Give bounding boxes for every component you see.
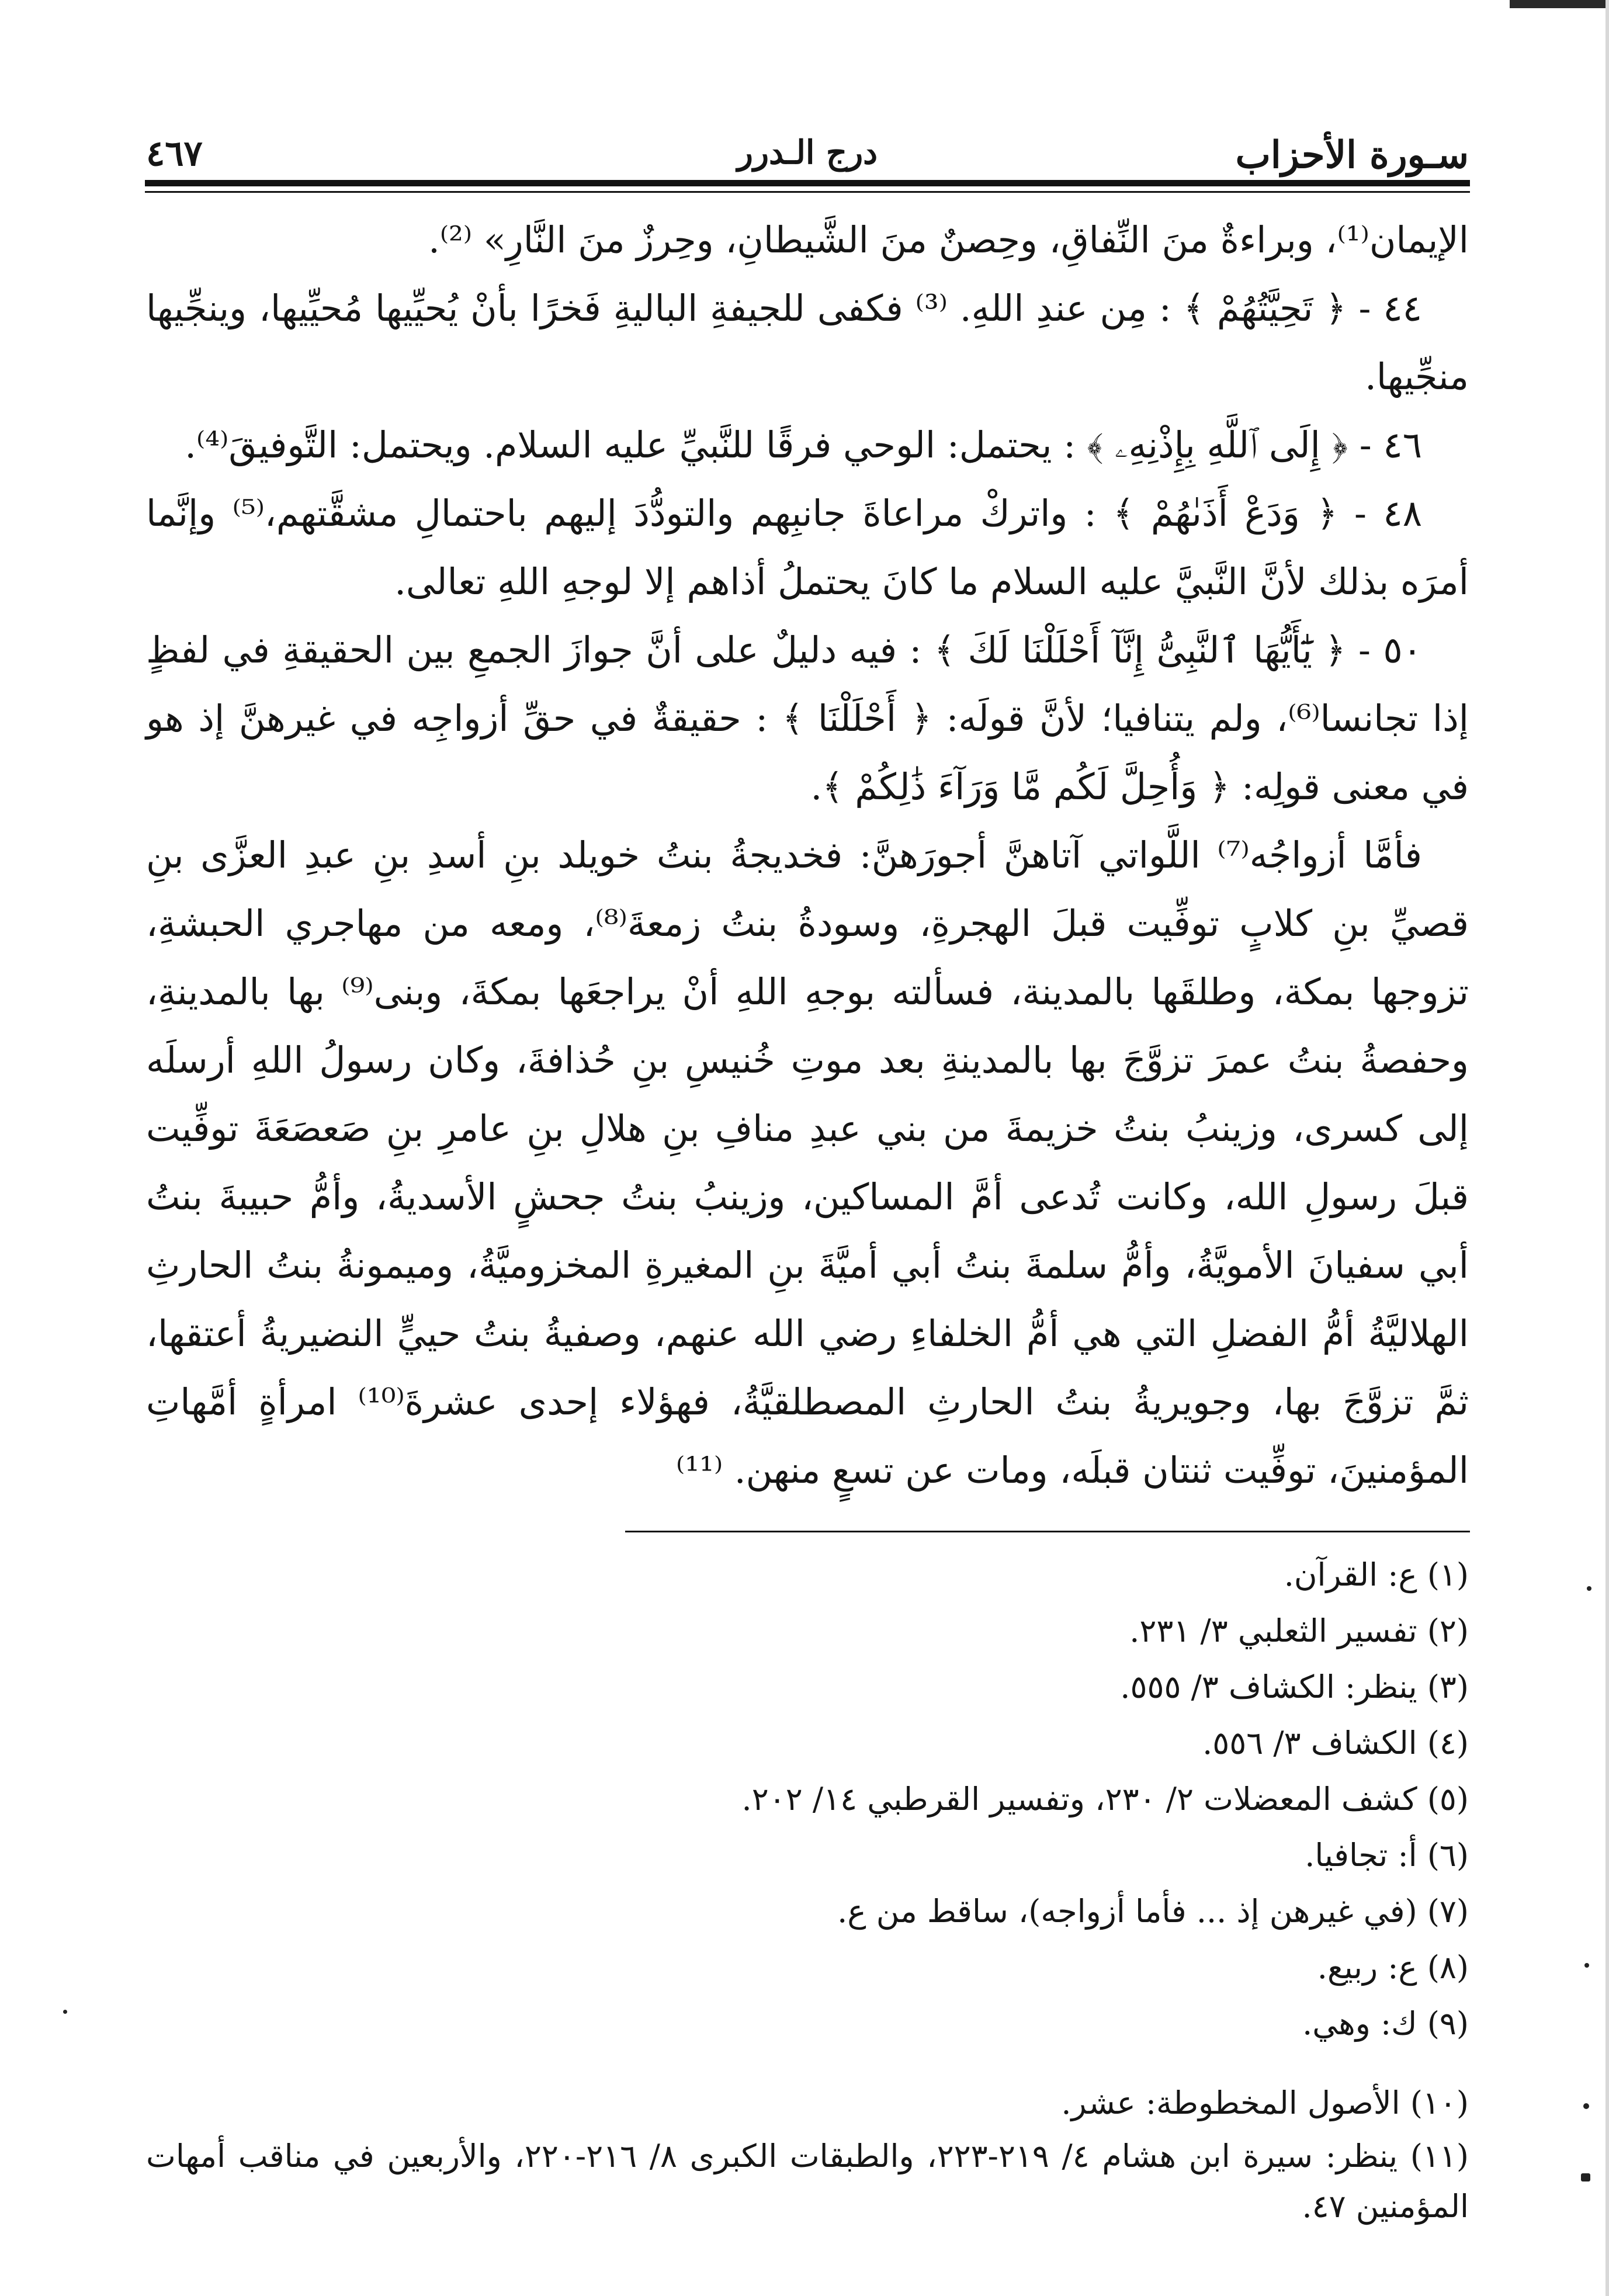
footnote: (٨) ع: ربيع. [1317,1949,1469,1986]
scan-speck [1584,1963,1589,1968]
footnote: (٥) كشف المعضلات ٢/ ٢٣٠، وتفسير القرطبي ١٤/ ٢٠٢. [741,1781,1469,1818]
book-title: درج الـدرر [737,133,878,172]
scan-edge-mark [1510,0,1609,8]
verse-commentary: ٥٠ - ﴿ يَٰٓأَيُّهَا ٱلنَّبِىُّ إِنَّآ أَحْلَلْنَا لَكَ ﴾ : فيه دليلٌ على أنَّ جوازَ الجمعِ بين الحقيقةِ في لفظٍ إذا تجانسا⁽⁶⁾، ولم يتنافيا؛ لأنَّ قولَه: ﴿ أَحْلَلْنَا ﴾ : حقيقةٌ في حقِّ أزواجِه في غيرهنَّ إذ هو في معنى قولِه: ﴿ وَأُحِلَّ لَكُم مَّا وَرَآءَ ذَٰلِكُمْ ﴾. [146,629,1469,808]
surah-title: سـورة الأحزاب [1235,133,1469,177]
verse-commentary: ٤٨ - ﴿ وَدَعْ أَذَىٰهُمْ ﴾ : واتركْ مراعاةَ جانبِهم والتودُّدَ إليهم باحتمالِ مشقَّتهم،⁽⁵⁾ وإنَّما أمرَه بذلك لأنَّ النَّبيَّ عليه السلام ما كانَ يحتملُ أذاهم إلا لوجهِ اللهِ تعالى. [146,492,1469,603]
footnote: (٦) أ: تجافيا. [1305,1837,1469,1874]
footnote: (١١) ينظر: سيرة ابن هشام ٤/ ٢١٩-٢٢٣، والطبقات الكبرى ٨/ ٢١٦-٢٢٠، والأربعين في مناقب أمهات المؤمنين ٤٧. [146,2138,1469,2225]
footnotes [146,1547,1469,2232]
footnote: (٤) الكشاف ٣/ ٥٥٦. [1202,1725,1469,1761]
footnote: (٧) (في غيرهن إذ ... فأما أزواجه)، ساقط من ع. [837,1893,1469,1930]
footnote-separator [625,1531,1470,1532]
header-rule-thin [145,191,1470,193]
running-header [146,133,1469,186]
paragraph: الإيمان⁽¹⁾، وبراءةٌ منَ النِّفاقِ، وحِصنٌ منَ الشَّيطانِ، وحِرزٌ منَ النَّارِ» ⁽²⁾. [428,218,1469,261]
footnote: (١٠) الأصول المخطوطة: عشر. [1061,2085,1469,2121]
scan-speck [1581,2173,1590,2181]
scan-speck [63,2010,67,2014]
scan-edge-shadow [1605,0,1609,2296]
footnote: (١) ع: القرآن. [1284,1556,1469,1593]
scan-speck [1587,1586,1591,1591]
verse-commentary: ٤٦ - ﴿ إِلَى ٱللَّهِ بِإِذْنِهِۦ ﴾ : يحتمل: الوحي فرقًا للنَّبيِّ عليه السلام. ويحتمل: التَّوفيقَ⁽⁴⁾. [185,424,1422,466]
footnote: (٢) تفسير الثعلبي ٣/ ٢٣١. [1129,1612,1469,1649]
main-text [146,206,1469,1504]
verse-commentary: ٤٤ - ﴿ تَحِيَّتُهُمْ ﴾ : مِن عندِ اللهِ. ⁽³⁾ فكفى للجيفةِ الباليةِ فَخرًا بأنْ يُحيِّيها مُحيِّيها، وينجِّيها منجِّيها. [146,287,1469,398]
footnote: (٣) ينظر: الكشاف ٣/ ٥٥٥. [1120,1669,1469,1705]
header-rule-thick [145,180,1470,186]
scan-speck [1583,2103,1589,2109]
footnote: (٩) ك: وهي. [1302,2005,1469,2042]
paragraph: فأمَّا أزواجُه⁽⁷⁾ اللَّواتي آتاهنَّ أجورَهنَّ: فخديجةُ بنتُ خويلد بنِ أسدِ بنِ عبدِ العزَّى بنِ قصيِّ بنِ كلابٍ توفِّيت قبلَ الهجرةِ، وسودةُ بنتُ زمعةَ⁽⁸⁾، ومعه من مهاجري الحبشةِ، تزوجها بمكة، وطلقَها بالمدينة، فسألته بوجهِ اللهِ أنْ يراجعَها بمكةَ، وبنى⁽⁹⁾ بها بالمدينةِ، وحفصةُ بنتُ عمرَ تزوَّجَ بها بالمدينةِ بعد موتِ خُنيسِ بنِ حُذافةَ، وكان رسولُ اللهِ أرسلَه إلى كسرى، وزينبُ بنتُ خزيمةَ من بني عبدِ منافِ بنِ هلالِ بنِ عامرِ بنِ صَعصَعَةَ توفِّيت قبلَ رسولِ الله، وكانت تُدعى أمَّ المساكين، وزينبُ بنتُ جحشٍ الأسديةُ، وأمُّ حبيبةَ بنتُ أبي سفيانَ الأمويَّةُ، وأمُّ سلمةَ بنتُ أبي أميَّةَ بنِ المغيرةِ المخزوميَّةُ، وميمونةُ بنتُ الحارثِ الهلاليَّةُ أمُّ الفضلِ التي هي أمُّ الخلفاءِ رضي الله عنهم، وصفيةُ بنتُ حييٍّ النضيريةُ أعتقها، ثمَّ تزوَّجَ بها، وجويريةُ بنتُ الحارثِ المصطلقيَّةُ، فهؤلاء إحدى عشرةَ⁽¹⁰⁾ امرأةٍ أمَّهاتِ المؤمنينَ، توفِّيت ثنتان قبلَه، ومات عن تسعٍ منهن. ⁽¹¹⁾ [146,834,1469,1492]
page-number: ٤٦٧ [146,133,203,174]
